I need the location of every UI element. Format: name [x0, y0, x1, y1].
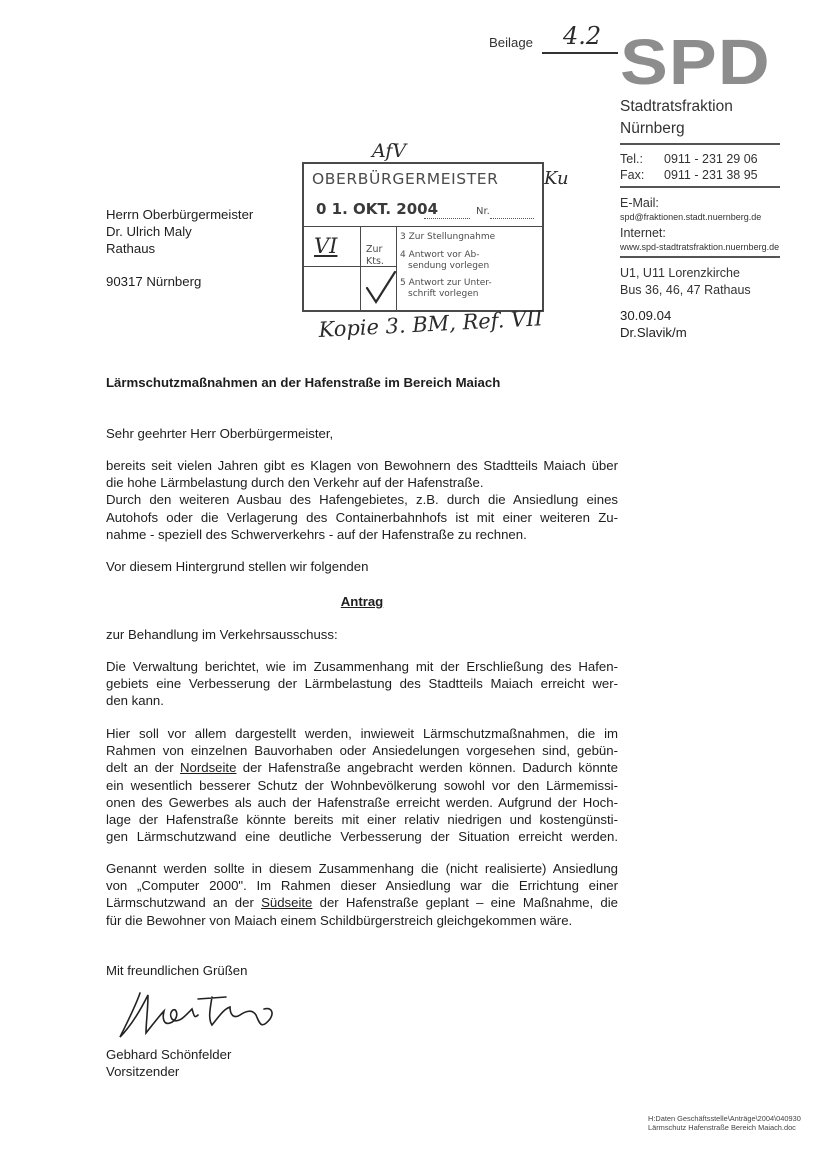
fax-label: Fax:: [620, 168, 645, 182]
recipient-line-2: Dr. Ulrich Maly: [106, 224, 192, 239]
email-label: E-Mail:: [620, 196, 659, 210]
stamp-initials: Ku: [544, 168, 569, 189]
para4-line-1: Die Verwaltung berichtet, wie im Zusammenhang mit der Erschließung des Hafen-: [106, 659, 618, 674]
recipient-line-4: 90317 Nürnberg: [106, 274, 202, 289]
recipient-address: [106, 206, 253, 257]
stamp-option-3b: schrift vorlegen: [408, 289, 479, 299]
stamp-date-dots: [424, 218, 470, 219]
signer-name: Gebhard Schönfelder: [106, 1047, 232, 1062]
beilage-label: Beilage: [489, 35, 533, 50]
internet-label: Internet:: [620, 226, 666, 240]
incoming-stamp: [302, 162, 544, 312]
footer-file-path: [648, 1114, 801, 1132]
stamp-title: OBERBÜRGERMEISTER: [312, 170, 499, 188]
paragraph-5: [106, 725, 618, 845]
closing: Mit freundlichen Grüßen: [106, 963, 248, 978]
para6-line-3: [106, 894, 618, 911]
recipient-line-1: Herrn Oberbürgermeister: [106, 207, 254, 222]
para6-line-1: Genannt werden sollte in diesem Zusammenhang die (nicht realisierte) Ansiedlung: [106, 861, 618, 876]
transit-line-2: Bus 36, 46, 47 Rathaus: [620, 283, 751, 297]
para5-line-3-end: der Hafenstraße angebracht werden können. Dadurch könnte: [236, 760, 618, 776]
transit-line-1: U1, U11 Lorenzkirche: [620, 266, 740, 280]
para1-line-3: Durch den weiteren Ausbau des Hafengebietes, z.B. durch die Ansiedlung eines: [106, 492, 618, 508]
para5-line-3-start: delt an der: [106, 760, 180, 776]
para6-line-3-end: der Hafenstraße geplant – eine Maßnahme, die: [312, 895, 619, 911]
para5-line-3: [106, 759, 618, 776]
para6-line-3-start: Lärmschutzwand an der: [106, 895, 262, 911]
stamp-divider-v1: [360, 226, 361, 310]
para5-line-1: Hier soll vor allem dargestellt werden, inwieweit Lärmschutzmaßnahmen, die im: [106, 726, 618, 741]
footer-path-1: H:Daten Geschäftsstelle\Anträge\2004\040930: [648, 1114, 801, 1123]
suedseite-underlined: Südseite: [261, 895, 313, 911]
stamp-roman: VI: [314, 234, 338, 258]
para1-line-5: nahme - speziell des Schwerverkehrs - auf der Hafenstraße zu rechnen.: [106, 526, 527, 542]
internet-rule: [620, 256, 780, 258]
stamp-option-3a: 5 Antwort zur Unter-: [400, 278, 492, 288]
beilage-number: 4.2: [563, 22, 602, 50]
para1-line-4: Autohofs oder die Verlagerung des Containerbahnhofs ist mit einer weiteren Zu-: [106, 509, 618, 525]
stamp-kts: Kts.: [366, 256, 384, 267]
internet-value: www.spd-stadtratsfraktion.nuernberg.de: [620, 242, 780, 252]
antrag-heading: Antrag: [340, 594, 384, 609]
para5-line-7: gen Lärmschutzwand eine deutliche Verbesserung der Situation erreicht werden.: [106, 829, 618, 845]
letterhead-rule: [620, 143, 780, 145]
beilage-underline: [542, 52, 618, 54]
para5-line-5: onen des Gewerbes als auch der Hafenstraße erreicht werden. Aufgrund der Hoch-: [106, 794, 618, 810]
nordseite-underlined: Nordseite: [179, 760, 237, 776]
tel-value: 0911 - 231 29 06: [664, 152, 758, 166]
para1-line-1: bereits seit vielen Jahren gibt es Klagen von Bewohnern des Stadtteils Maiach über: [106, 458, 618, 473]
stamp-date-suffix: Nr.: [476, 206, 490, 217]
org-name: [620, 96, 733, 140]
tel-label: Tel.:: [620, 152, 643, 166]
stamp-checkmark-icon: [364, 268, 398, 308]
paragraph-6: [106, 860, 618, 929]
stamp-handwritten-top: AfV: [372, 140, 407, 162]
stamp-option-2b: sendung vorlegen: [408, 261, 490, 271]
org-line-1: Stadtratsfraktion: [620, 98, 733, 115]
stamp-option-1: 3 Zur Stellungnahme: [400, 232, 496, 242]
letter-date: 30.09.04: [620, 308, 672, 323]
stamp-date: 0 1. OKT. 2004: [316, 200, 439, 218]
stamp-number-dots: [490, 218, 534, 219]
para4-line-2: gebiets eine Verbesserung der Lärmbelastung des Stadtteils Maiach erreicht wer-: [106, 676, 618, 692]
signer-title: Vorsitzender: [106, 1064, 180, 1079]
fax-value: 0911 - 231 38 95: [664, 168, 758, 182]
para4-line-3: den kann.: [106, 693, 164, 709]
para5-line-4: ein wesentlich besserer Schutz der Wohnbevölkerung sowohl vor den Lärmemissi-: [106, 777, 618, 793]
stamp-divider-h: [302, 226, 542, 227]
letter-reference: Dr.Slavik/m: [620, 325, 687, 340]
email-value: spd@fraktionen.stadt.nuernberg.de: [620, 212, 762, 222]
stamp-option-2a: 4 Antwort vor Ab-: [400, 250, 480, 260]
stamp-zur: Zur: [366, 244, 383, 255]
contact-rule: [620, 186, 780, 188]
paragraph-1: [106, 457, 618, 543]
para6-line-4: für die Bewohner von Maiach einem Schildbürgerstreich gleichgekommen wäre.: [106, 912, 573, 928]
footer-path-2: Lärmschutz Hafenstraße Bereich Maiach.doc: [648, 1123, 796, 1132]
para5-line-6: lage der Hafenstraße könnte bereits mit einer relativ niedrigen und kostengünsti-: [106, 812, 618, 828]
paragraph-3: zur Behandlung im Verkehrsausschuss:: [106, 627, 338, 642]
para6-line-2: von „Computer 2000". Im Rahmen dieser Ansiedlung war die Errichtung einer: [106, 878, 618, 894]
org-line-2: Nürnberg: [620, 120, 685, 137]
para1-line-2: die hohe Lärmbelastung durch den Verkehr auf der Hafenstraße.: [106, 475, 484, 491]
para5-line-2: Rahmen von einzelnen Bauvorhaben oder Ansiedelungen vorgesehen sind, gebün-: [106, 743, 618, 759]
salutation: Sehr geehrter Herr Oberbürgermeister,: [106, 426, 334, 441]
paragraph-2: Vor diesem Hintergrund stellen wir folgenden: [106, 559, 369, 574]
spd-logo: SPD: [620, 26, 771, 98]
letter-subject: Lärmschutzmaßnahmen an der Hafenstraße im Bereich Maiach: [106, 375, 501, 390]
handwritten-signature: [112, 985, 282, 1047]
stamp-handwritten-bottom: Kopie 3. BM, Ref. VII: [318, 306, 544, 342]
recipient-line-3: Rathaus: [106, 241, 156, 256]
paragraph-4: [106, 658, 618, 710]
